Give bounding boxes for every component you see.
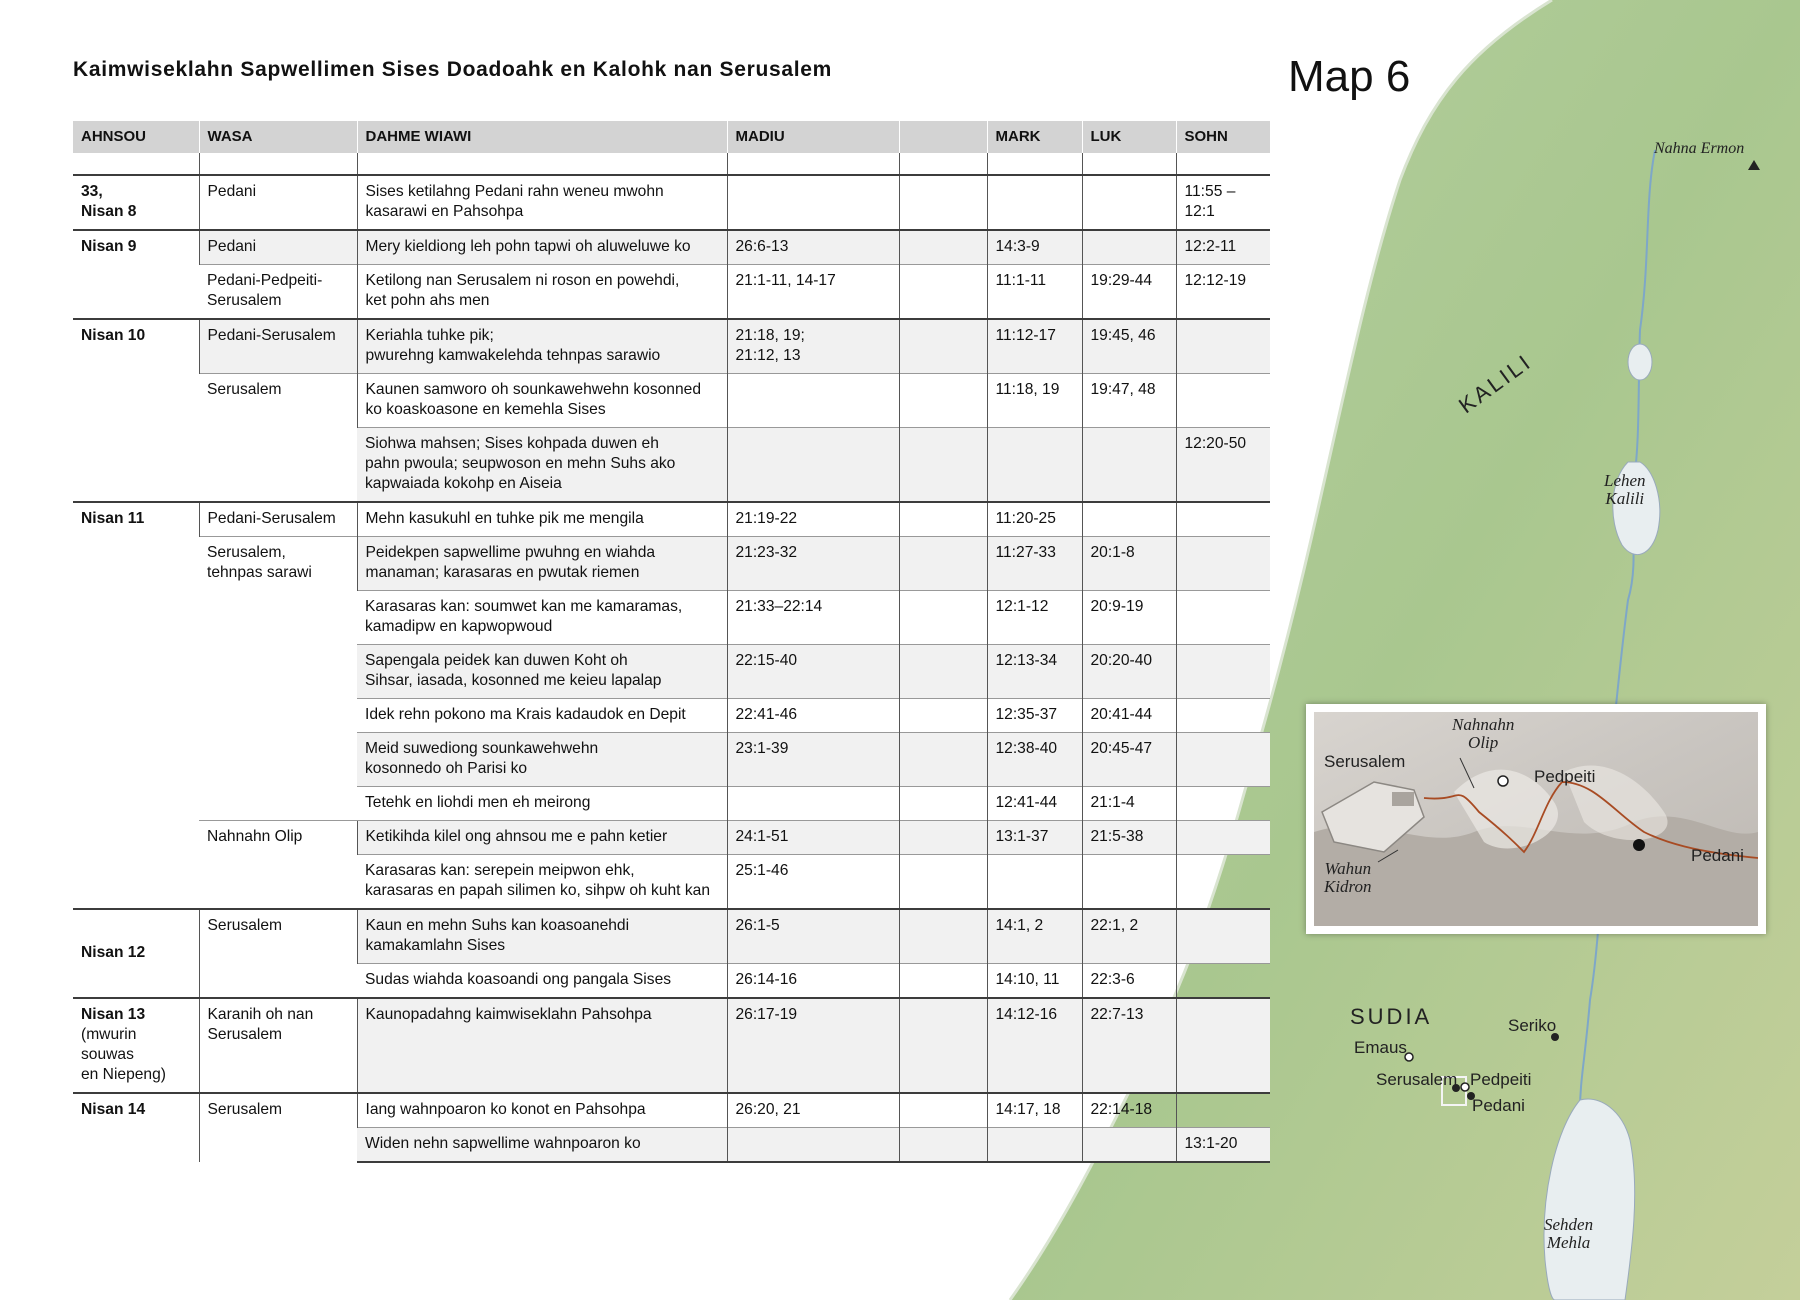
luk-cell: 19:45, 46 — [1082, 319, 1176, 374]
pedani-label: Pedani — [1472, 1096, 1525, 1115]
pedpeiti-dot — [1461, 1083, 1469, 1091]
event-cell: Ketikihda kilel ong ahnsou me e pahn ketier — [357, 821, 727, 855]
blank-cell — [899, 537, 987, 591]
lake-upper — [1628, 344, 1652, 380]
event-cell: Kaun en mehn Suhs kan koasoanehdi kamakamlahn Sises — [357, 909, 727, 964]
pedpeiti-label: Pedpeiti — [1470, 1070, 1532, 1089]
event-cell: Mery kieldiong leh pohn tapwi oh aluweluwe ko — [357, 230, 727, 265]
inset-serusalem-label: Serusalem — [1324, 752, 1406, 771]
luk-cell — [1082, 1128, 1176, 1163]
col-wasa: WASA — [199, 121, 357, 153]
table-row — [73, 265, 1270, 320]
luk-cell: 21:5-38 — [1082, 821, 1176, 855]
table-row — [73, 1093, 1270, 1128]
blank-cell — [899, 1093, 987, 1128]
day-cell: 33, Nisan 8 — [73, 175, 199, 230]
event-cell: Sudas wiahda koasoandi ong pangala Sises — [357, 964, 727, 999]
luk-cell: 20:20-40 — [1082, 645, 1176, 699]
madiu-cell — [727, 175, 899, 230]
mark-cell: 12:35-37 — [987, 699, 1082, 733]
table-row — [73, 502, 1270, 537]
dead-sea-label: Sehden Mehla — [1544, 1215, 1594, 1252]
event-cell: Iang wahnpoaron ko konot en Pahsohpa — [357, 1093, 727, 1128]
blank-cell — [899, 428, 987, 503]
mark-cell: 12:38-40 — [987, 733, 1082, 787]
sohn-cell — [1176, 591, 1270, 645]
madiu-cell: 22:15-40 — [727, 645, 899, 699]
luk-cell — [1082, 230, 1176, 265]
luk-cell: 21:1-4 — [1082, 787, 1176, 821]
blank-cell — [899, 502, 987, 537]
luk-cell: 20:45-47 — [1082, 733, 1176, 787]
place-cell: Pedani — [199, 230, 357, 265]
event-cell: Karasaras kan: soumwet kan me kamaramas, kamadipw en kapwopwoud — [357, 591, 727, 645]
luk-cell: 20:9-19 — [1082, 591, 1176, 645]
inset-map — [1306, 704, 1766, 934]
event-cell: Kaunen samworo oh sounkawehwehn kosonned ko koaskoasone en kemehla Sises — [357, 374, 727, 428]
day-cell: Nisan 13 (mwurin souwas en Niepeng) — [73, 998, 199, 1093]
header-row — [73, 121, 1270, 153]
madiu-cell: 22:41-46 — [727, 699, 899, 733]
luk-cell: 22:7-13 — [1082, 998, 1176, 1093]
sohn-cell — [1176, 733, 1270, 787]
kalili-label: KALILI — [1454, 348, 1537, 419]
sohn-cell: 12:12-19 — [1176, 265, 1270, 320]
sohn-cell — [1176, 537, 1270, 591]
madiu-cell: 26:20, 21 — [727, 1093, 899, 1128]
serusalem-label: Serusalem — [1376, 1070, 1458, 1089]
sohn-cell — [1176, 787, 1270, 821]
mark-cell — [987, 175, 1082, 230]
luk-cell — [1082, 502, 1176, 537]
blank-cell — [899, 855, 987, 910]
day-cell: Nisan 11 — [73, 502, 199, 909]
blank-cell — [899, 319, 987, 374]
sohn-cell — [1176, 699, 1270, 733]
blank-cell — [899, 909, 987, 964]
madiu-cell: 21:1-11, 14-17 — [727, 265, 899, 320]
mark-cell: 14:1, 2 — [987, 909, 1082, 964]
mark-cell — [987, 855, 1082, 910]
inset-pedani-label: Pedani — [1691, 846, 1744, 865]
mark-cell — [987, 428, 1082, 503]
day-cell: Nisan 14 — [73, 1093, 199, 1162]
place-cell: Nahnahn Olip — [199, 821, 357, 910]
event-cell: Siohwa mahsen; Sises kohpada duwen eh pahn pwoula; seupwoson en mehn Suhs ako kapwaiada kokohp en Aiseia — [357, 428, 727, 503]
blank-cell — [899, 374, 987, 428]
luk-cell: 19:47, 48 — [1082, 374, 1176, 428]
madiu-cell — [727, 428, 899, 503]
place-cell: Serusalem — [199, 374, 357, 503]
luk-cell: 20:1-8 — [1082, 537, 1176, 591]
madiu-cell: 26:6-13 — [727, 230, 899, 265]
day-cell: Nisan 12 — [73, 909, 199, 998]
mark-cell: 11:1-11 — [987, 265, 1082, 320]
table-row — [73, 230, 1270, 265]
table-row — [73, 909, 1270, 964]
blank-cell — [899, 699, 987, 733]
mark-cell — [987, 1128, 1082, 1163]
place-cell: Serusalem, tehnpas sarawi — [199, 537, 357, 821]
seriko-label: Seriko — [1508, 1016, 1557, 1035]
inset-kidron-label: Wahun Kidron — [1324, 859, 1372, 896]
inset-olip-label: Nahnahn Olip — [1452, 715, 1515, 752]
col-ahnsou: AHNSOU — [73, 121, 199, 153]
blank-cell — [899, 645, 987, 699]
place-cell: Karanih oh nan Serusalem — [199, 998, 357, 1093]
madiu-cell: 26:1-5 — [727, 909, 899, 964]
mark-cell: 11:20-25 — [987, 502, 1082, 537]
sohn-cell: 11:55 – 12:1 — [1176, 175, 1270, 230]
sohn-cell — [1176, 374, 1270, 428]
madiu-cell — [727, 374, 899, 428]
emaus-label: Emaus — [1354, 1038, 1407, 1057]
mark-cell: 11:27-33 — [987, 537, 1082, 591]
sohn-cell — [1176, 645, 1270, 699]
mark-cell: 14:12-16 — [987, 998, 1082, 1093]
mark-cell: 12:13-34 — [987, 645, 1082, 699]
sudia-label: SUDIA — [1350, 1004, 1433, 1029]
madiu-cell: 23:1-39 — [727, 733, 899, 787]
sohn-cell — [1176, 502, 1270, 537]
luk-cell: 22:3-6 — [1082, 964, 1176, 999]
mark-cell: 14:3-9 — [987, 230, 1082, 265]
madiu-cell: 25:1-46 — [727, 855, 899, 910]
luk-cell — [1082, 428, 1176, 503]
madiu-cell — [727, 787, 899, 821]
sohn-cell — [1176, 821, 1270, 855]
madiu-cell: 21:33–22:14 — [727, 591, 899, 645]
madiu-cell — [727, 1128, 899, 1163]
sohn-cell — [1176, 319, 1270, 374]
mark-cell: 12:1-12 — [987, 591, 1082, 645]
inset-pedani-dot — [1633, 839, 1645, 851]
col-blank — [899, 121, 987, 153]
place-cell: Serusalem — [199, 1093, 357, 1162]
day-cell: Nisan 10 — [73, 319, 199, 502]
temple-block — [1392, 792, 1414, 806]
place-cell: Pedani-Serusalem — [199, 502, 357, 537]
event-cell: Keriahla tuhke pik; pwurehng kamwakelehda tehnpas sarawio — [357, 319, 727, 374]
luk-cell: 20:41-44 — [1082, 699, 1176, 733]
sohn-cell: 13:1-20 — [1176, 1128, 1270, 1163]
inset-pedpeiti-dot — [1498, 776, 1508, 786]
place-cell: Pedani-Pedpeiti- Serusalem — [199, 265, 357, 320]
table-row — [73, 175, 1270, 230]
madiu-cell: 21:23-32 — [727, 537, 899, 591]
blank-cell — [899, 230, 987, 265]
place-cell: Serusalem — [199, 909, 357, 998]
table-row — [73, 821, 1270, 855]
mark-cell: 14:17, 18 — [987, 1093, 1082, 1128]
mark-cell: 11:18, 19 — [987, 374, 1082, 428]
table-row — [73, 998, 1270, 1093]
madiu-cell: 26:17-19 — [727, 998, 899, 1093]
event-cell: Tetehk en liohdi men eh meirong — [357, 787, 727, 821]
day-cell: Nisan 9 — [73, 230, 199, 319]
inset-relief — [1314, 712, 1758, 926]
event-cell: Ketilong nan Serusalem ni roson en powehdi, ket pohn ahs men — [357, 265, 727, 320]
sohn-cell: 12:2-11 — [1176, 230, 1270, 265]
place-cell: Pedani — [199, 175, 357, 230]
page-title: Kaimwiseklahn Sapwellimen Sises Doadoahk en Kalohk nan Serusalem — [73, 58, 833, 81]
map-number: Map 6 — [1288, 52, 1411, 101]
col-madiu: MADIU — [727, 121, 899, 153]
blank-cell — [899, 787, 987, 821]
ermon-label: Nahna Ermon — [1654, 140, 1745, 157]
blank-cell — [899, 1128, 987, 1163]
col-sohn: SOHN — [1176, 121, 1270, 153]
col-mark: MARK — [987, 121, 1082, 153]
schedule-table — [73, 121, 1270, 1163]
mark-cell: 14:10, 11 — [987, 964, 1082, 999]
blank-cell — [899, 821, 987, 855]
sohn-cell — [1176, 855, 1270, 910]
sohn-cell — [1176, 964, 1270, 999]
madiu-cell: 21:19-22 — [727, 502, 899, 537]
table-row — [73, 537, 1270, 591]
event-cell: Widen nehn sapwellime wahnpoaron ko — [357, 1128, 727, 1163]
event-cell: Mehn kasukuhl en tuhke pik me mengila — [357, 502, 727, 537]
luk-cell — [1082, 175, 1176, 230]
table-row — [73, 319, 1270, 374]
mark-cell: 11:12-17 — [987, 319, 1082, 374]
luk-cell: 19:29-44 — [1082, 265, 1176, 320]
sohn-cell — [1176, 1093, 1270, 1128]
madiu-cell: 26:14-16 — [727, 964, 899, 999]
event-cell: Sapengala peidek kan duwen Koht oh Sihsar, iasada, kosonned me keieu lapalap — [357, 645, 727, 699]
blank-cell — [899, 265, 987, 320]
blank-cell — [899, 998, 987, 1093]
event-cell: Sises ketilahng Pedani rahn weneu mwohn kasarawi en Pahsohpa — [357, 175, 727, 230]
madiu-cell: 21:18, 19; 21:12, 13 — [727, 319, 899, 374]
event-cell: Meid suwediong sounkawehwehn kosonnedo oh Parisi ko — [357, 733, 727, 787]
table-row — [73, 374, 1270, 428]
sohn-cell: 12:20-50 — [1176, 428, 1270, 503]
col-luk: LUK — [1082, 121, 1176, 153]
luk-cell — [1082, 855, 1176, 910]
blank-cell — [899, 591, 987, 645]
event-cell: Karasaras kan: serepein meipwon ehk, karasaras en papah silimen ko, sihpw oh kuht kan — [357, 855, 727, 910]
sohn-cell — [1176, 909, 1270, 964]
event-cell: Idek rehn pokono ma Krais kadaudok en Depit — [357, 699, 727, 733]
inset-pedpeiti-label: Pedpeiti — [1534, 767, 1596, 786]
place-cell: Pedani-Serusalem — [199, 319, 357, 374]
lehen-kalili-label: Lehen Kalili — [1604, 471, 1646, 508]
luk-cell: 22:14-18 — [1082, 1093, 1176, 1128]
luk-cell: 22:1, 2 — [1082, 909, 1176, 964]
sohn-cell — [1176, 998, 1270, 1093]
blank-cell — [899, 964, 987, 999]
event-cell: Peidekpen sapwellime pwuhng en wiahda manaman; karasaras en pwutak riemen — [357, 537, 727, 591]
event-cell: Kaunopadahng kaimwiseklahn Pahsohpa — [357, 998, 727, 1093]
blank-cell — [899, 733, 987, 787]
col-dahme-wiawi: DAHME WIAWI — [357, 121, 727, 153]
blank-cell — [899, 175, 987, 230]
madiu-cell: 24:1-51 — [727, 821, 899, 855]
mark-cell: 13:1-37 — [987, 821, 1082, 855]
mark-cell: 12:41-44 — [987, 787, 1082, 821]
